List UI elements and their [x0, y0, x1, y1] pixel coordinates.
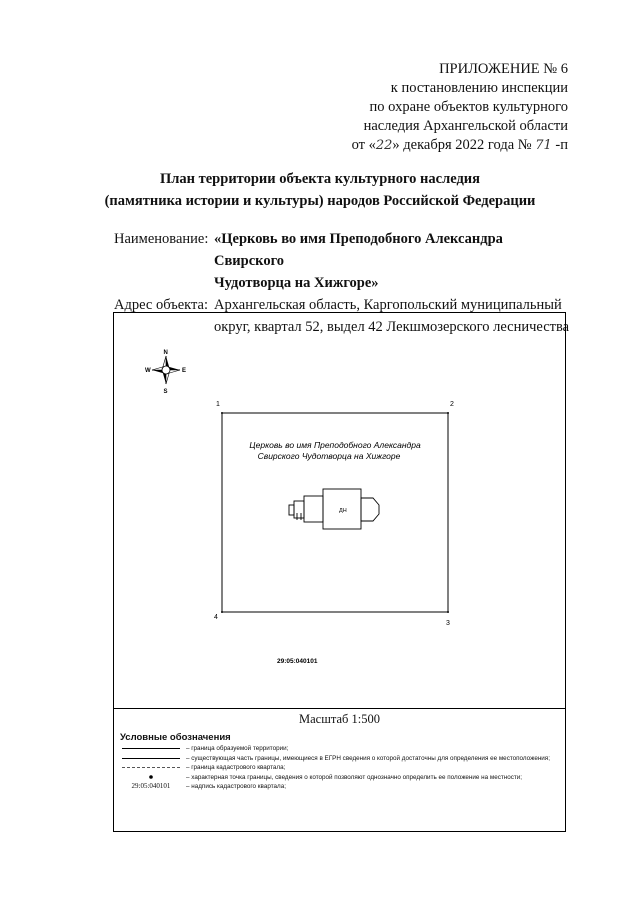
date-prefix: от «	[351, 137, 376, 153]
site-plan-map	[113, 312, 566, 708]
cadastral-block-label: 29:05:040101	[277, 658, 318, 665]
appendix-header	[352, 60, 568, 155]
legend-text: – характерная точка границы, сведения о которой позволяют однозначно определить ее положение на местности;	[186, 773, 523, 781]
date-suffix: -п	[555, 137, 568, 153]
legend-title: Условные обозначения	[120, 732, 231, 743]
compass-rose-icon	[145, 350, 186, 395]
legend-text: – граница образуемой территории;	[186, 745, 289, 752]
church-label-line-1: Церковь во имя Преподобного Александра	[249, 440, 421, 450]
appendix-line-4: наследия Архангельской области	[363, 118, 568, 134]
address-label: Адрес объекта:	[114, 297, 208, 313]
point-label-1: 1	[216, 401, 220, 408]
solid-line-symbol	[122, 758, 180, 759]
cadastral-code-symbol: 29:05:040101	[131, 782, 171, 790]
legend-item	[120, 754, 550, 764]
compass-n: N	[163, 350, 168, 356]
address-value-line-1: Архангельская область, Каргопольский муниципальный	[214, 297, 562, 313]
building-code: ДН	[339, 508, 347, 514]
point-symbol	[147, 773, 155, 781]
title-line-2: (памятника истории и культуры) народов Российской Федерации	[104, 193, 536, 209]
order-number-handwritten: 71	[535, 138, 552, 153]
appendix-date-line	[352, 136, 568, 155]
compass-s: S	[163, 389, 168, 395]
legend-text: – надпись кадастрового квартала;	[186, 783, 286, 790]
compass-w: W	[145, 368, 151, 374]
legend-item	[120, 744, 550, 754]
point-label-4: 4	[214, 614, 218, 621]
legend-separator	[113, 708, 566, 709]
name-value-line-2: Чудотворца на Хижгоре»	[214, 275, 379, 291]
boundary-point-4	[221, 611, 223, 613]
appendix-number: ПРИЛОЖЕНИЕ № 6	[439, 61, 568, 77]
date-day-handwritten: 22	[375, 138, 393, 153]
appendix-line-2: к постановлению инспекции	[390, 80, 568, 96]
date-middle: » декабря 2022 года №	[392, 137, 532, 153]
legend-item	[120, 763, 550, 773]
title-line-1: План территории объекта культурного наследия	[159, 171, 480, 187]
legend	[120, 744, 550, 792]
map-scale: Масштаб 1:500	[299, 712, 380, 726]
document-title	[0, 168, 640, 212]
appendix-line-3: по охране объектов культурного	[369, 99, 568, 115]
legend-item	[120, 782, 550, 792]
boundary-point-3	[447, 611, 449, 613]
solid-line-symbol	[122, 748, 180, 749]
boundary-point-2	[447, 412, 449, 414]
address-value-line-2: округ, квартал 52, выдел 42 Лекшмозерского лесничества	[214, 319, 570, 335]
legend-text: – граница кадастрового квартала;	[186, 764, 286, 771]
point-label-3: 3	[446, 620, 450, 627]
boundary-point-1	[221, 412, 223, 414]
church-building-outline	[289, 489, 379, 529]
legend-item	[120, 773, 550, 783]
name-value	[214, 228, 574, 294]
name-row	[114, 228, 574, 294]
legend-text: – существующая часть границы, имеющиеся в ЕГРН сведения о которой достаточны для определения ее местоположения;	[186, 754, 550, 762]
dashed-line-symbol	[122, 767, 180, 768]
church-label-line-2: Свирского Чудотворца на Хижгоре	[257, 451, 401, 461]
name-value-line-1: «Церковь во имя Преподобного Александра Свирского	[214, 231, 503, 269]
name-label: Наименование:	[114, 231, 209, 247]
compass-e: E	[182, 368, 187, 374]
point-label-2: 2	[450, 401, 454, 408]
